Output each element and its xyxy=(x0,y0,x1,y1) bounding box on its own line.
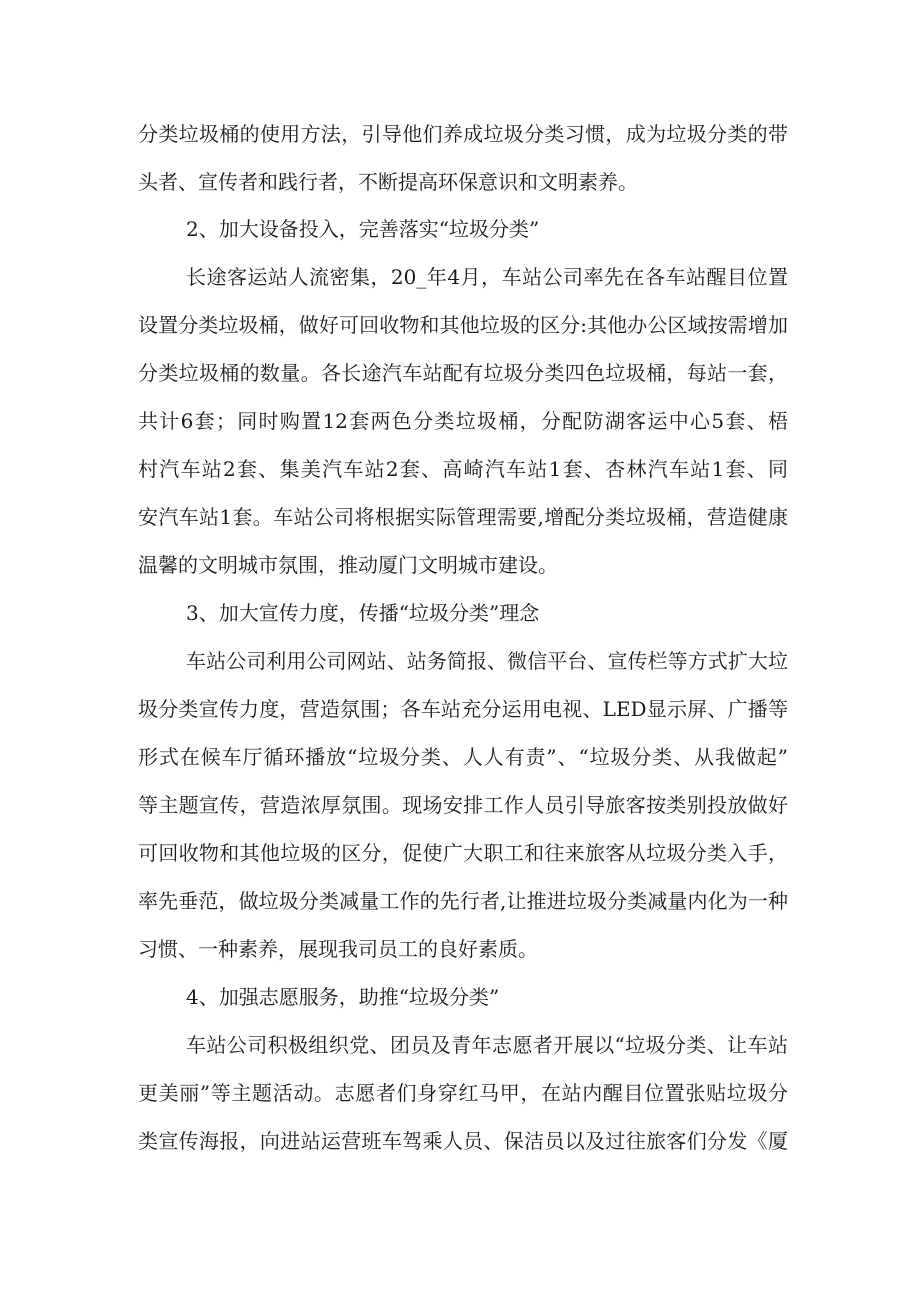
paragraph-line: 圾分类宣传力度，营造氛围；各车站充分运用电视、LED显示屏、广播等 xyxy=(138,697,788,721)
paragraph-line: 安汽车站1套。车站公司将根据实际管理需要,增配分类垃圾桶，营造健康 xyxy=(138,505,788,529)
paragraph-line: 车站公司利用公司网站、站务简报、微信平台、宣传栏等方式扩大垃 xyxy=(186,649,788,673)
paragraph-line: 车站公司积极组织党、团员及青年志愿者开展以“垃圾分类、让车站 xyxy=(186,1033,788,1057)
section-heading-4: 4、加强志愿服务，助推“垃圾分类” xyxy=(186,985,500,1009)
paragraph-line: 共计6套；同时购置12套两色分类垃圾桶，分配防湖客运中心5套、梧 xyxy=(138,409,788,433)
paragraph-line: 习惯、一种素养，展现我司员工的良好素质。 xyxy=(138,937,538,961)
paragraph-line: 类宣传海报，向进站运营班车驾乘人员、保洁员以及过往旅客们分发《厦 xyxy=(138,1129,788,1153)
section-heading-2: 2、加大设备投入，完善落实“垃圾分类” xyxy=(186,217,540,241)
paragraph-line: 温馨的文明城市氛围，推动厦门文明城市建设。 xyxy=(138,553,558,577)
paragraph-line: 等主题宣传，营造浓厚氛围。现场安排工作人员引导旅客按类别投放做好 xyxy=(138,793,788,817)
paragraph-line: 更美丽”等主题活动。志愿者们身穿红马甲，在站内醒目位置张贴垃圾分 xyxy=(138,1081,788,1105)
paragraph-line: 长途客运站人流密集，20_年4月，车站公司率先在各车站醒目位置 xyxy=(186,265,788,289)
paragraph-line: 头者、宣传者和践行者，不断提高环保意识和文明素养。 xyxy=(138,170,638,194)
paragraph-line: 村汽车站2套、集美汽车站2套、高崎汽车站1套、杏林汽车站1套、同 xyxy=(138,457,788,481)
paragraph-line: 率先垂范，做垃圾分类减量工作的先行者,让推进垃圾分类减量内化为一种 xyxy=(138,889,788,913)
paragraph-line: 分类垃圾桶的数量。各长途汽车站配有垃圾分类四色垃圾桶，每站一套， xyxy=(138,361,788,385)
paragraph-line: 分类垃圾桶的使用方法，引导他们养成垃圾分类习惯，成为垃圾分类的带 xyxy=(138,122,788,146)
section-heading-3: 3、加大宣传力度，传播“垃圾分类”理念 xyxy=(186,601,540,625)
paragraph-line: 可回收物和其他垃圾的区分，促使广大职工和往来旅客从垃圾分类入手， xyxy=(138,841,788,865)
paragraph-line: 设置分类垃圾桶，做好可回收物和其他垃圾的区分:其他办公区域按需增加 xyxy=(138,313,788,337)
paragraph-line: 形式在候车厅循环播放“垃圾分类、人人有责”、“垃圾分类、从我做起” xyxy=(138,745,788,769)
